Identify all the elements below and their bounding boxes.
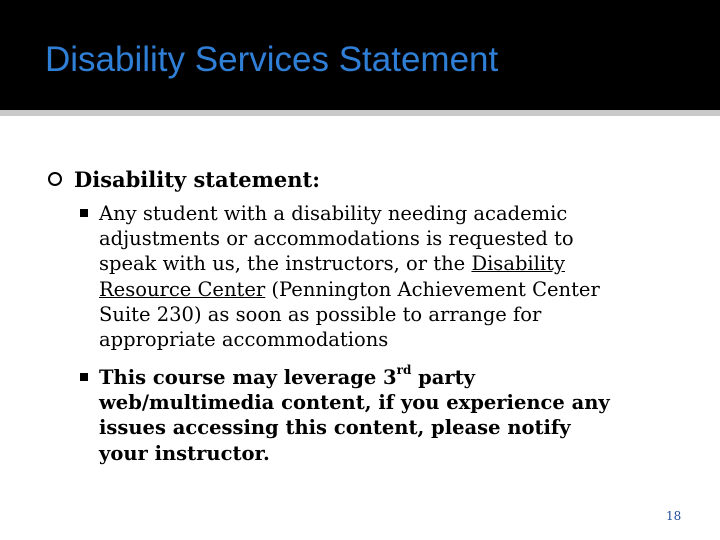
page-title: Disability Services Statement bbox=[45, 40, 499, 79]
section-heading: Disability statement: bbox=[74, 167, 320, 192]
text-line: web/multimedia content, if you experience any bbox=[99, 391, 610, 415]
text-line: appropriate accommodations bbox=[99, 328, 389, 352]
text-line bbox=[99, 251, 699, 276]
text-line: issues accessing this content, please notify bbox=[99, 416, 571, 440]
superscript: rd bbox=[396, 362, 412, 377]
text-line: Any student with a disability needing academic bbox=[99, 202, 568, 225]
link-text[interactable]: Disability bbox=[471, 252, 565, 276]
square-bullet-icon bbox=[80, 209, 88, 217]
disability-resource-center-link-continued[interactable] bbox=[99, 278, 265, 301]
list-item-text bbox=[99, 362, 699, 466]
page-number: 18 bbox=[666, 509, 682, 523]
text-line: Suite 230) as soon as possible to arrange for bbox=[99, 302, 542, 326]
text-segment: This course may leverage 3 bbox=[99, 366, 397, 389]
text-line bbox=[99, 362, 699, 390]
text-line: your instructor. bbox=[99, 441, 270, 465]
title-bar bbox=[0, 0, 720, 110]
title-divider bbox=[0, 110, 720, 116]
ring-bullet-icon bbox=[48, 172, 62, 186]
list-item-text bbox=[99, 201, 699, 352]
disability-resource-center-link[interactable] bbox=[471, 252, 565, 275]
square-bullet-icon bbox=[80, 373, 88, 381]
text-segment: (Pennington Achievement Center bbox=[265, 277, 600, 301]
text-segment: speak with us, the instructors, or the bbox=[99, 252, 466, 276]
text-line bbox=[99, 277, 699, 302]
text-line: adjustments or accommodations is requested to bbox=[99, 227, 574, 251]
text-segment: party bbox=[411, 366, 476, 389]
link-text[interactable]: Resource Center bbox=[99, 277, 266, 301]
